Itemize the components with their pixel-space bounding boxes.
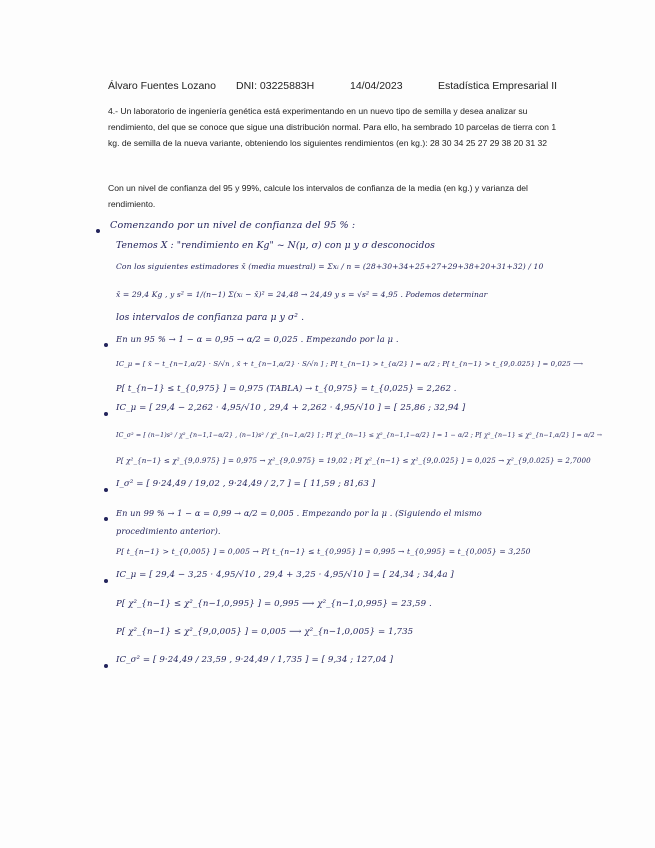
hw-line-17: P[ χ²_{n−1} ≤ χ²_{n−1,0,995} ] = 0,995 ⟶ χ²_{n−1,0,995} = 23,59 .: [116, 599, 432, 609]
hw-line-3: Con los siguientes estimadores x̄ (media muestral) = Σxᵢ / n = (28+30+34+25+27+29+38+20+31+32) / 10: [116, 262, 544, 271]
hw-line-9: IC_μ = [ 29,4 − 2,262 · 4,95/√10 , 29,4 + 2,262 · 4,95/√10 ] = [ 25,86 ; 32,94 ]: [116, 403, 466, 413]
hw-line-5: los intervalos de confianza para μ y σ² .: [116, 312, 305, 323]
hw-line-15: P[ t_{n−1} > t_{0,005} ] = 0,005 → P[ t_{n−1} ≤ t_{0,995} ] = 0,995 → t_{0,995} = t_{0,005} = 3,250: [116, 547, 531, 556]
hw-line-7: IC_μ = [ x̄ − t_{n−1,α/2} · S/√n , x̄ + t_{n−1,α/2} · S/√n ] ; P[ t_{n−1} > t_{α/2} ] = α/2 ; P[ t_{n−1} > t_{9,0.025} ] = 0,025 ⟶: [116, 360, 584, 368]
hw-line-10: IC_σ² = [ (n−1)s² / χ²_{n−1,1−α/2} , (n−1)s² / χ²_{n−1,α/2} ] ; P[ χ²_{n−1} ≤ χ²_{n−1,1−α/2} ] = 1 − α/2 ; P[ χ²_{n−1} ≤ χ²_{n−1,α/2} ] = α/2 →: [116, 432, 603, 439]
bullet-dot: [104, 412, 108, 416]
hw-line-13: En un 99 % → 1 − α = 0,99 → α/2 = 0,005 . Empezando por la μ . (Siguiendo el mismo: [116, 508, 482, 518]
problem-question: Con un nivel de confianza del 95 y 99%, calcule los intervalos de confianza de la media (en kg.) y varianza del rendimiento.: [108, 183, 528, 210]
bullet-dot: [104, 343, 108, 347]
student-name: Álvaro Fuentes Lozano: [108, 80, 216, 92]
bullet-dot: [104, 664, 108, 668]
hw-line-16: IC_μ = [ 29,4 − 3,25 · 4,95/√10 , 29,4 + 3,25 · 4,95/√10 ] = [ 24,34 ; 34,4a ]: [116, 570, 454, 580]
bullet-dot: [104, 488, 108, 492]
hw-line-14: procedimiento anterior).: [116, 526, 221, 536]
exam-date: 14/04/2023: [350, 80, 403, 92]
bullet-dot: [96, 229, 100, 233]
bullet-dot: [104, 517, 108, 521]
student-dni: DNI: 03225883H: [236, 80, 315, 92]
hw-line-2: Tenemos X : "rendimiento en Kg" ~ N(μ, σ) con μ y σ desconocidos: [116, 240, 435, 251]
hw-line-8: P[ t_{n−1} ≤ t_{0,975} ] = 0,975 (TABLA) → t_{0,975} = t_{0,025} = 2,262 .: [116, 383, 457, 393]
hw-line-6: En un 95 % → 1 − α = 0,95 → α/2 = 0,025 . Empezando por la μ .: [116, 334, 399, 344]
hw-line-19: IC_σ² = [ 9·24,49 / 23,59 , 9·24,49 / 1,735 ] = [ 9,34 ; 127,04 ]: [116, 655, 394, 665]
bullet-dot: [104, 579, 108, 583]
hw-line-18: P[ χ²_{n−1} ≤ χ²_{9,0,005} ] = 0,005 ⟶ χ²_{n−1,0,005} = 1,735: [116, 627, 414, 637]
subject-name: Estadística Empresarial II: [438, 80, 558, 92]
hw-line-4: x̄ = 29,4 Kg , y s² = 1/(n−1) Σ(xᵢ − x̄)² = 24,48 → 24,49 y s = √s² = 4,95 . Podemos determinar: [116, 290, 488, 299]
hw-line-12: I_σ² = [ 9·24,49 / 19,02 , 9·24,49 / 2,7 ] = [ 11,59 ; 81,63 ]: [116, 479, 376, 489]
problem-statement: 4.- Un laboratorio de ingeniería genética está experimentando en un nuevo tipo de semilla y desea analizar su rendimiento, del que se conoce que sigue una distribución normal. Para ello, ha sembrado 10 parcelas de tierra con 1 kg. de semilla de la nueva variante, obteniendo los siguientes rendimientos (en kg.): 28 30 34 25 27 29 38 20 31 32: [108, 106, 557, 149]
hw-line-1: Comenzando por un nivel de confianza del 95 % :: [110, 220, 356, 231]
hw-line-11: P[ χ²_{n−1} ≤ χ²_{9,0.975} ] = 0,975 → χ²_{9,0.975} = 19,02 ; P[ χ²_{n−1} ≤ χ²_{9,0.025} ] = 0,025 → χ²_{9,0.025} = 2,7000: [116, 456, 591, 465]
